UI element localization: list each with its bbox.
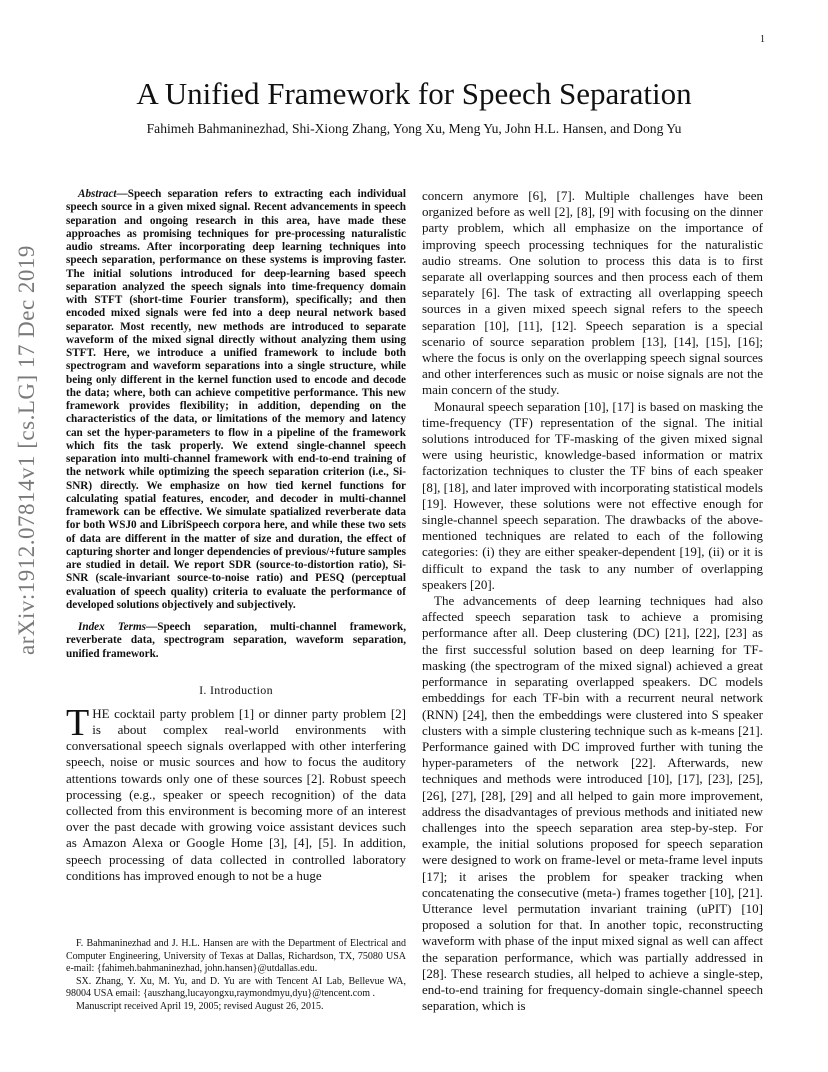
body-paragraph: Monaural speech separation [10], [17] is based on masking the time-frequency (TF) representation of the signal. The initial solutions introduced for TF-masking of the given mixed signal were using heuristic, knowledge-based information or matrix factorization techniques to cluster the TF bins of each speaker [8], [18], and later improved with incorporating statistical models [19]. However, these solutions were not effective enough for single-channel speech separation. The drawbacks of the above-mentioned techniques are related to each of the following categories: (i) they are either speaker-dependent [19], (ii) or it is difficult to expand the task to any number of overlapping speakers [20]. [422,398,763,592]
right-column [422,188,763,1014]
intro-paragraph: THE cocktail party problem [1] or dinner party problem [2] is about complex real-world environments with conversational speech signals overlapped with other interfering speech, noise or music sources and how to focus the auditory attentions towards only one of these sources [2]. Robust speech processing (e.g., speaker or speech recognition) of the data collected from this environment is becoming more of an interest over the past decade with growing voice assistant devices such as Amazon Alexa or Google Home [3], [4], [5]. In addition, speech processing of data collected in controlled laboratory conditions has improved enough to not be a huge [66,701,406,883]
body-paragraph: The advancements of deep learning techniques had also affected speech separation task to achieve a promising performance after all. Deep clustering (DC) [21], [22], [23] as the first successful solution based on deep learning for TF-masking (the spectrogram of the mixed signal) achieved a great performance in separating overlapped speakers. DC models embeddings for each TF-bin with a recurrent neural network (RNN) [24], then the embeddings were clustered into S speaker clusters with a simple clustering technique such as k-means [21]. Performance gained with DC improved further with tuning the hyper-parameters of the network [22]. Afterwards, new techniques and methods were introduced [10], [17], [23], [25], [26], [27], [28], [29] and all helped to gain more improvement, address the disadvantages of previous methods and initiated new challenges into the speech separation area step-by-step. For example, the initial solutions proposed for speech separation were designed to work on frame-level or meta-frame level inputs [17]; it arises the problem for speaker tracking when concatenating the consecutive (meta-) frames together [10], [21]. Utterance level permutation invariant training (uPIT) [10] proposed a solution for that. In another topic, reconstructing waveform with phase of the input mixed signal as well can affect the separation performance, which was partially addressed in [28]. These research studies, all helped to achieve a single-step, end-to-end training for frequency-domain single-channel speech separation, which is [422,593,763,1014]
abstract [66,188,406,612]
left-column [66,188,406,884]
abstract-label: Abstract [78,188,117,200]
section-heading-introduction: I. Introduction [199,682,273,697]
index-terms-text: —Speech separation, multi-channel framework, reverberate data, spectrogram separation, waveform separation, unified framework. [66,621,406,660]
index-terms-label: Index Terms [78,621,147,633]
footnote-manuscript-dates: Manuscript received April 19, 2005; revised August 26, 2015. [76,1000,324,1012]
body-paragraph: concern anymore [6], [7]. Multiple challenges have been organized before as well [2], [8], [9] with focusing on the dinner party problem, which all emphasize on the importance of improving speech processing techniques for the naturalistic audio streams. One solution to process this data is to first separate all overlapping sources and then process each of them separately [6]. The task of extracting all overlapping speech sources in a given mixed speech signal refers to the speech separation [10], [11], [12]. Speech separation is a special scenario of source separation problem [13], [14], [15], [16]; where the focus is only on the overlapping speech signal sources and other interferences such as music or noise signals are not the main concern of the study. [422,188,763,398]
author-list: Fahimeh Bahmaninezhad, Shi-Xiong Zhang, Yong Xu, Meng Yu, John H.L. Hansen, and Dong Yu [146,121,682,136]
footnote-affiliation-tencent: SX. Zhang, Y. Xu, M. Yu, and D. Yu are with Tencent AI Lab, Bellevue WA, 98004 USA email: {auszhang,lucayongxu,raymondmyu,dyu}@tencent.com . [66,975,406,1000]
footnotes [66,938,406,1014]
index-terms [66,621,406,661]
abstract-text: —Speech separation refers to extracting each individual speech source in a given mixed signal. Recent advancements in speech separation and ongoing research in this area, have made these approaches as promising techniques for pre-processing naturalistic audio streams. After incorporating deep learning techniques into speech separation, performance on these systems is improving faster. The initial solutions introduced for deep-learning based speech separation analyzed the speech signals into time-frequency domain with STFT (short-time Fourier transform), specifically; and then encoded mixed signals were fed into a deep neural network based separator. Most recently, new methods are introduced to separate waveform of the mixed signal directly without analyzing them using STFT. Here, we introduce a unified framework to include both spectrogram and waveform separations into a single structure, while being only different in the kernel function used to encode and decode the data; where, both can achieve competitive performance. This new framework provides flexibility; in addition, depending on the characteristics of the data, or limitations of the memory and latency can set the hyper-parameters to flow in a pipeline of the framework which fits the task properly. We extend single-channel speech separation into multi-channel framework with end-to-end training of the network while optimizing the speech separation criterion (i.e., Si-SNR) directly. We emphasize on how tied kernel functions for calculating spatial features, encoder, and decoder in multi-channel framework can be effective. We simulate spatialized reverberate data for both WSJ0 and LibriSpeech corpora here, and while these two sets of data are different in the matter of size and duration, the effect of capturing shorter and longer dependencies of previous/+future samples are studied in detail. We report SDR (source-to-distortion ratio), Si-SNR (scale-invariant source-to-noise ratio) and PESQ (perceptual evaluation of speech quality) criteria to evaluate the performance of developed solutions objectively and subjectively. [66,188,406,611]
arxiv-identifier-stamp: arXiv:1912.07814v1 [cs.LG] 17 Dec 2019 [14,245,39,655]
footnote-affiliation-utd: F. Bahmaninezhad and J. H.L. Hansen are with the Department of Electrical and Computer Engineering, University of Texas at Dallas, Richardson, TX, 75080 USA e-mail: {fahimeh.bahmaninezhad, john.hansen}@utdallas.edu. [66,938,406,975]
paper-title: A Unified Framework for Speech Separation [136,76,692,111]
page-number: 1 [760,34,765,45]
